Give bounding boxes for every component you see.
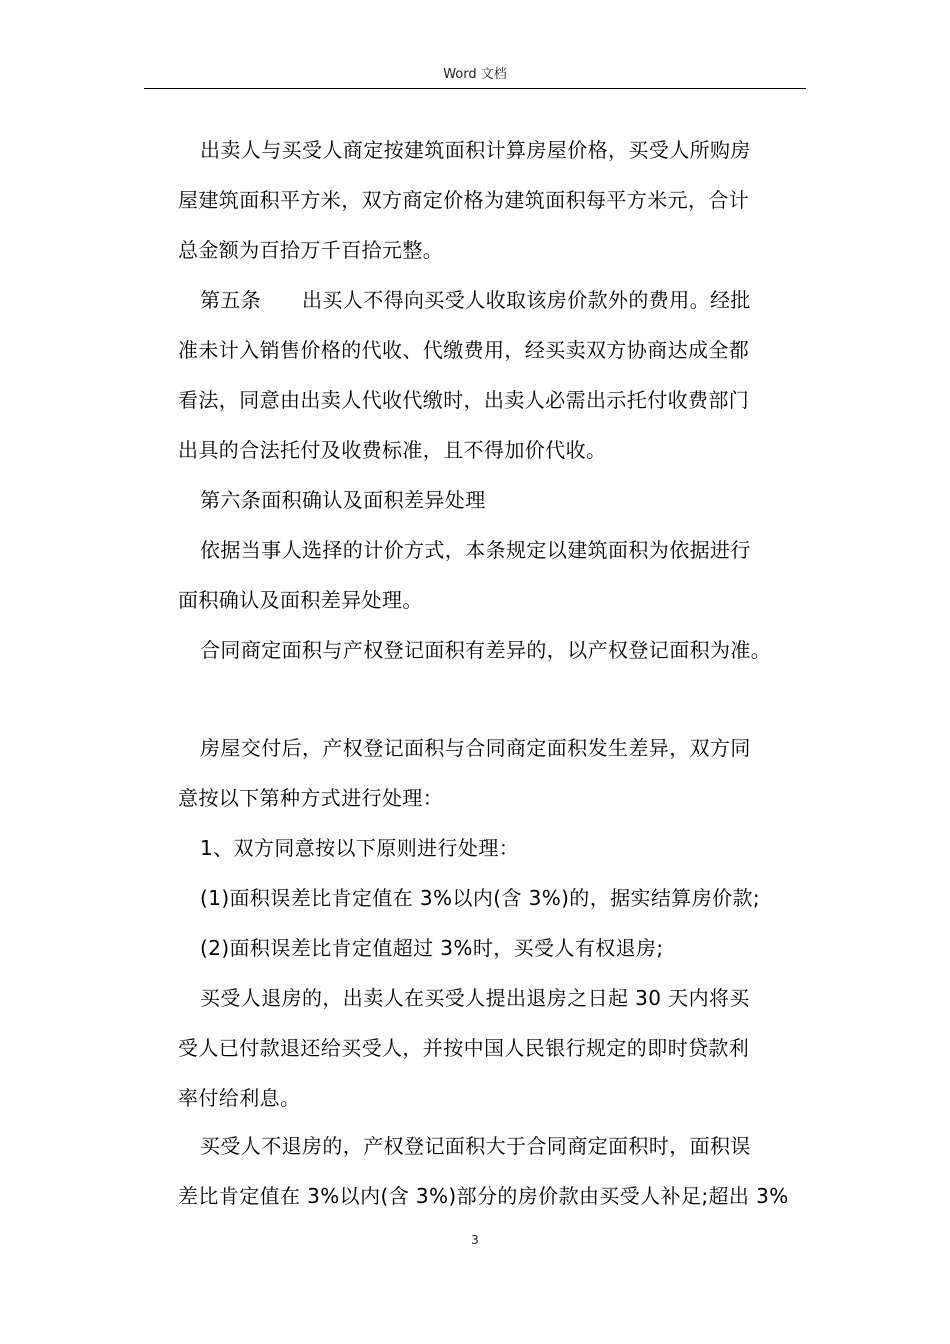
- text-line: 看法，同意由出卖人代收代缴时，出卖人必需出示托付收费部门: [178, 388, 750, 412]
- text-line: 出具的合法托付及收费标准，且不得加价代收。: [178, 438, 607, 462]
- text-line: 合同商定面积与产权登记面积有差异的，以产权登记面积为准。: [200, 638, 772, 662]
- text-line: 受人已付款退还给买受人，并按中国人民银行规定的即时贷款利: [178, 1036, 750, 1060]
- text-line: 屋建筑面积平方米，双方商定价格为建筑面积每平方米元，合计: [178, 188, 750, 212]
- text-line: 依据当事人选择的计价方式，本条规定以建筑面积为依据进行: [200, 538, 751, 562]
- header-rule: [144, 88, 806, 89]
- text-line: 买受人不退房的，产权登记面积大于合同商定面积时，面积误: [200, 1134, 751, 1158]
- page-number: 3: [471, 1233, 479, 1247]
- text-line: 率付给利息。: [178, 1086, 301, 1110]
- text-line: 总金额为百拾万千百拾元整。: [178, 238, 444, 262]
- text-line: 面积确认及面积差异处理。: [178, 588, 423, 612]
- section-heading: 第六条面积确认及面积差异处理: [200, 488, 486, 512]
- text-line: 准未计入销售价格的代收、代缴费用，经买卖双方协商达成全都: [178, 338, 750, 362]
- list-item: (1)面积误差比肯定值在 3%以内(含 3%)的，据实结算房价款;: [200, 886, 761, 910]
- text-line: 差比肯定值在 3%以内(含 3%)部分的房价款由买受人补足;超出 3%: [178, 1184, 789, 1208]
- text-line: 意按以下第种方式进行处理：: [178, 786, 444, 810]
- page-header: Word 文档: [443, 67, 507, 82]
- text-line: 出卖人与买受人商定按建筑面积计算房屋价格，买受人所购房: [200, 138, 751, 162]
- list-item: 1、双方同意按以下原则进行处理：: [200, 836, 520, 860]
- text-line: 房屋交付后，产权登记面积与合同商定面积发生差异，双方同: [200, 736, 751, 760]
- text-line: 买受人退房的，出卖人在买受人提出退房之日起 30 天内将买: [200, 986, 750, 1010]
- text-line: 第五条 出买人不得向买受人收取该房价款外的费用。经批: [200, 288, 751, 312]
- list-item: (2)面积误差比肯定值超过 3%时，买受人有权退房;: [200, 936, 664, 960]
